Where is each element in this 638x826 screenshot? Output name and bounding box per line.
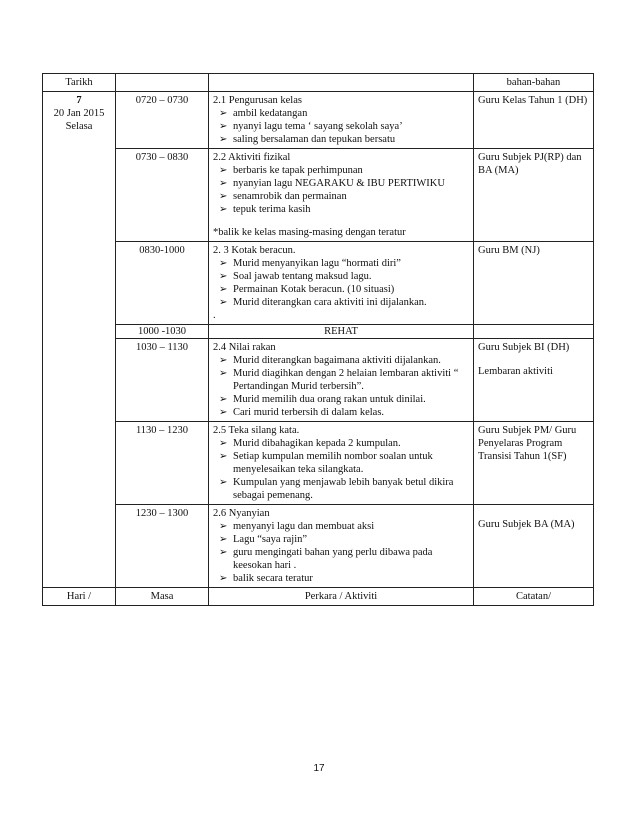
schedule-row	[43, 149, 594, 242]
activity-title: 2.4 Nilai rakan	[213, 342, 276, 353]
rehat-time: 1000 -1030	[116, 325, 209, 339]
schedule-row	[43, 422, 594, 505]
day-name: Selasa	[65, 121, 93, 132]
activity-item: ➢ saling bersalaman dan tepukan bersatu	[233, 133, 469, 146]
page-number: 17	[313, 763, 325, 774]
activity-item: ➢ guru mengingati bahan yang perlu dibawa pada keesokan hari .	[233, 546, 469, 572]
header-row	[43, 74, 594, 92]
footer-masa: Masa	[116, 588, 209, 606]
activity-item: ➢ Murid memilih dua orang rakan untuk dinilai.	[233, 393, 469, 406]
catatan-text: Guru Subjek PJ(RP) dan BA (MA)	[478, 152, 582, 176]
footer-hari: Hari /	[43, 588, 116, 606]
catatan-text: Lembaran aktiviti	[478, 366, 553, 377]
activity-note: *balik ke kelas masing-masing dengan teratur	[213, 227, 406, 238]
activity-item: ➢ Murid diterangkan bagaimana aktiviti dijalankan.	[233, 354, 469, 367]
activity-item: ➢ Lagu “saya rajin”	[233, 533, 469, 546]
header-tarikh: Tarikh	[43, 74, 116, 92]
activity-item: ➢ ambil kedatangan	[233, 107, 469, 120]
activity-cell	[209, 242, 474, 325]
activity-item: ➢ Permainan Kotak beracun. (10 situasi)	[233, 283, 469, 296]
catatan-text: Guru Kelas Tahun 1 (DH)	[478, 95, 588, 106]
activity-cell	[209, 149, 474, 242]
catatan-cell	[474, 422, 594, 505]
rehat-label: REHAT	[209, 325, 474, 339]
footer-header-row	[43, 588, 594, 606]
activity-list	[213, 257, 469, 309]
activity-item: ➢ Kumpulan yang menjawab lebih banyak betul dikira sebagai pemenang.	[233, 476, 469, 502]
day-number: 7	[76, 95, 82, 106]
activity-title: 2.1 Pengurusan kelas	[213, 95, 302, 106]
schedule-row	[43, 339, 594, 422]
activity-item: ➢ Soal jawab tentang maksud lagu.	[233, 270, 469, 283]
activity-list	[213, 107, 469, 146]
schedule-row	[43, 505, 594, 588]
catatan-cell	[474, 92, 594, 149]
activity-item: ➢ menyanyi lagu dan membuat aksi	[233, 520, 469, 533]
day-cell	[43, 92, 116, 588]
catatan-cell	[474, 149, 594, 242]
activity-item: ➢ Cari murid terbersih di dalam kelas.	[233, 406, 469, 419]
time-cell: 0730 – 0830	[116, 149, 209, 242]
time-cell: 1030 – 1130	[116, 339, 209, 422]
activity-list	[213, 520, 469, 585]
activity-item: ➢ Murid dibahagikan kepada 2 kumpulan.	[233, 437, 469, 450]
catatan-text: Guru Subjek BI (DH)	[478, 342, 570, 353]
activity-item: ➢ tepuk terima kasih	[233, 203, 469, 216]
catatan-text: Guru Subjek BA (MA)	[478, 519, 575, 530]
activity-list	[213, 437, 469, 502]
activity-item: ➢ balik secara teratur	[233, 572, 469, 585]
activity-item: ➢ Murid diterangkan cara aktiviti ini dijalankan.	[233, 296, 469, 309]
footer-perkara: Perkara / Aktiviti	[209, 588, 474, 606]
activity-list	[213, 164, 469, 216]
time-cell: 0830-1000	[116, 242, 209, 325]
time-cell: 1230 – 1300	[116, 505, 209, 588]
catatan-cell	[474, 242, 594, 325]
activity-cell	[209, 92, 474, 149]
catatan-cell	[474, 505, 594, 588]
activity-note: .	[213, 310, 216, 321]
activity-title: 2.2 Aktiviti fizikal	[213, 152, 291, 163]
day-date: 20 Jan 2015	[53, 108, 105, 119]
activity-cell	[209, 339, 474, 422]
header-bahan: bahan-bahan	[474, 74, 594, 92]
activity-item: ➢ nyanyi lagu tema ‘ sayang sekolah saya’	[233, 120, 469, 133]
activity-cell	[209, 505, 474, 588]
activity-title: 2.5 Teka silang kata.	[213, 425, 300, 436]
catatan-text: Guru BM (NJ)	[478, 245, 540, 256]
activity-item: ➢ Murid diagihkan dengan 2 helaian lembaran aktiviti “ Pertandingan Murid terbersih”.	[233, 367, 469, 393]
activity-item: ➢ nyanyian lagu NEGARAKU & IBU PERTIWIKU	[233, 177, 469, 190]
activity-item: ➢ berbaris ke tapak perhimpunan	[233, 164, 469, 177]
schedule-row	[43, 242, 594, 325]
footer-catatan: Catatan/	[474, 588, 594, 606]
schedule-table	[42, 73, 594, 606]
rehat-row	[43, 325, 594, 339]
activity-item: ➢ Murid menyanyikan lagu “hormati diri”	[233, 257, 469, 270]
activity-title: 2.6 Nyanyian	[213, 508, 270, 519]
activity-title: 2. 3 Kotak beracun.	[213, 245, 296, 256]
schedule-row	[43, 92, 594, 149]
time-cell: 0720 – 0730	[116, 92, 209, 149]
catatan-text: Guru Subjek PM/ Guru Penyelaras Program Transisi Tahun 1(SF)	[478, 425, 577, 462]
time-cell: 1130 – 1230	[116, 422, 209, 505]
activity-item: ➢ senamrobik dan permainan	[233, 190, 469, 203]
activity-cell	[209, 422, 474, 505]
activity-list	[213, 354, 469, 419]
catatan-cell	[474, 339, 594, 422]
activity-item: ➢ Setiap kumpulan memilih nombor soalan untuk menyelesaikan teka silangkata.	[233, 450, 469, 476]
